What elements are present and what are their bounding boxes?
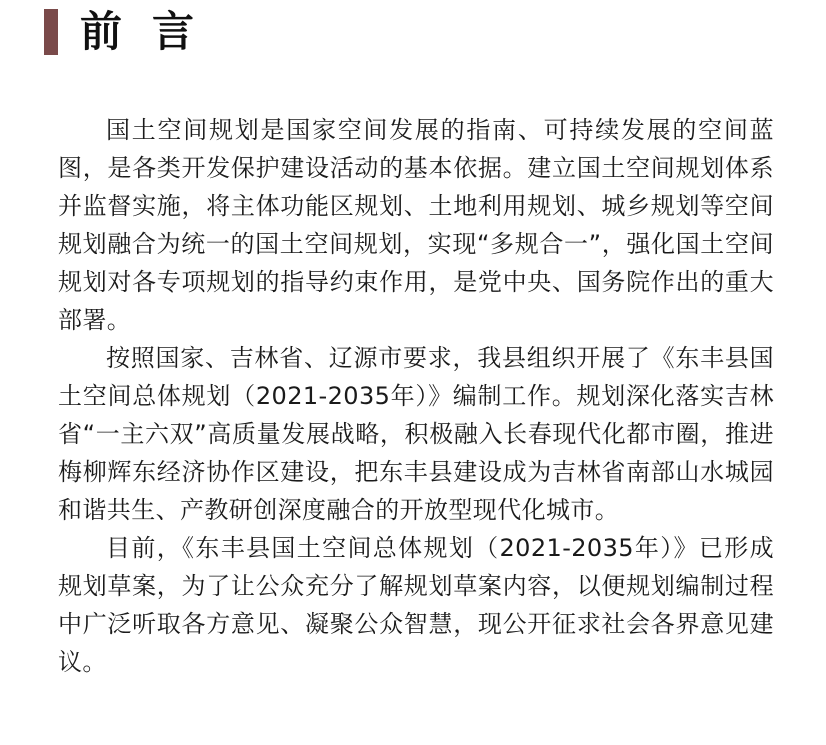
page-title: 前言 [80, 7, 225, 56]
paragraph-task: 按照国家、吉林省、辽源市要求，我县组织开展了《东丰县国土空间总体规划（2021-2035年）》编制工作。规划深化落实吉林省“一主六双”高质量发展战略，积极融入长春现代化都市圈，推进梅柳辉东经济协作区建设，把东丰县建设成为吉林省南部山水城园和谐共生、产教研创深度融合的开放型现代化城市。 [58, 344, 774, 524]
section-heading [44, 8, 224, 56]
paragraph-consultation: 目前，《东丰县国土空间总体规划（2021-2035年）》已形成规划草案，为了让公众充分了解规划草案内容，以便规划编制过程中广泛听取各方意见、凝聚公众智慧，现公开征求社会各界意见建议。 [58, 534, 774, 676]
document-body [58, 111, 774, 681]
paragraph-intro: 国土空间规划是国家空间发展的指南、可持续发展的空间蓝图，是各类开发保护建设活动的基本依据。建立国土空间规划体系并监督实施，将主体功能区规划、土地利用规划、城乡规划等空间规划融合为统一的国土空间规划，实现“多规合一”，强化国土空间规划对各专项规划的指导约束作用，是党中央、国务院作出的重大部署。 [58, 116, 774, 334]
heading-accent-bar [44, 9, 58, 55]
